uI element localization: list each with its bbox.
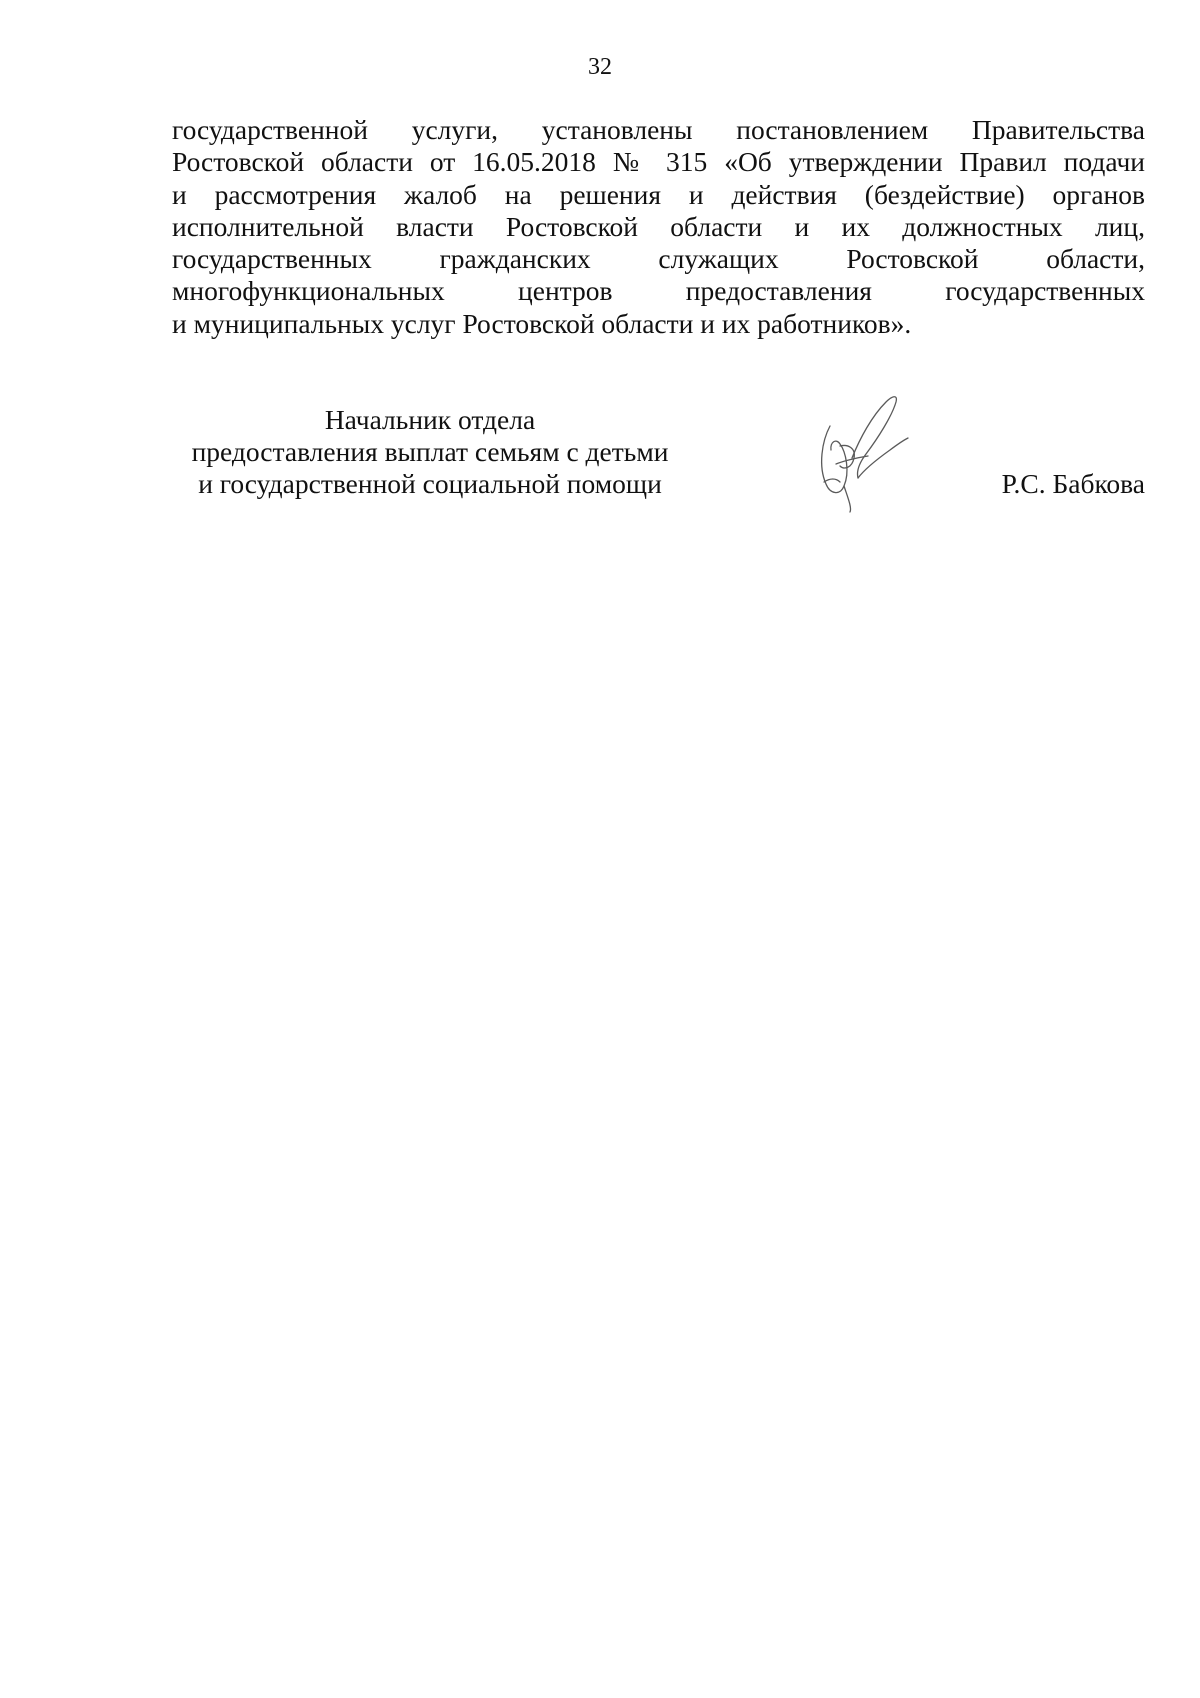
page-number: 32 (588, 54, 612, 80)
body-line: многофункциональных центров предоставления государственных (172, 275, 1145, 307)
body-line: исполнительной власти Ростовской области и их должностных лиц, (172, 210, 1145, 242)
handwritten-signature (800, 386, 920, 516)
body-line: и рассмотрения жалоб на решения и действия (бездействие) органов (172, 178, 1145, 210)
body-paragraph (172, 114, 1145, 340)
body-line: Ростовской области от 16.05.2018 № 315 «Об утверждении Правил подачи (172, 146, 1145, 178)
signer-position-line: Начальник отдела (324, 404, 536, 435)
signer-position-line: и государственной социальной помощи (198, 468, 662, 499)
signature-block (170, 404, 1150, 524)
signer-position-line: предоставления выплат семьям с детьми (191, 436, 669, 467)
body-line: и муниципальных услуг Ростовской области и их работников». (172, 307, 912, 339)
body-line: государственных гражданских служащих Ростовской области, (172, 243, 1145, 275)
signer-position (170, 404, 690, 500)
signer-name: Р.С. Бабкова (1001, 468, 1145, 499)
body-line: государственной услуги, установлены постановлением Правительства (172, 114, 1145, 145)
